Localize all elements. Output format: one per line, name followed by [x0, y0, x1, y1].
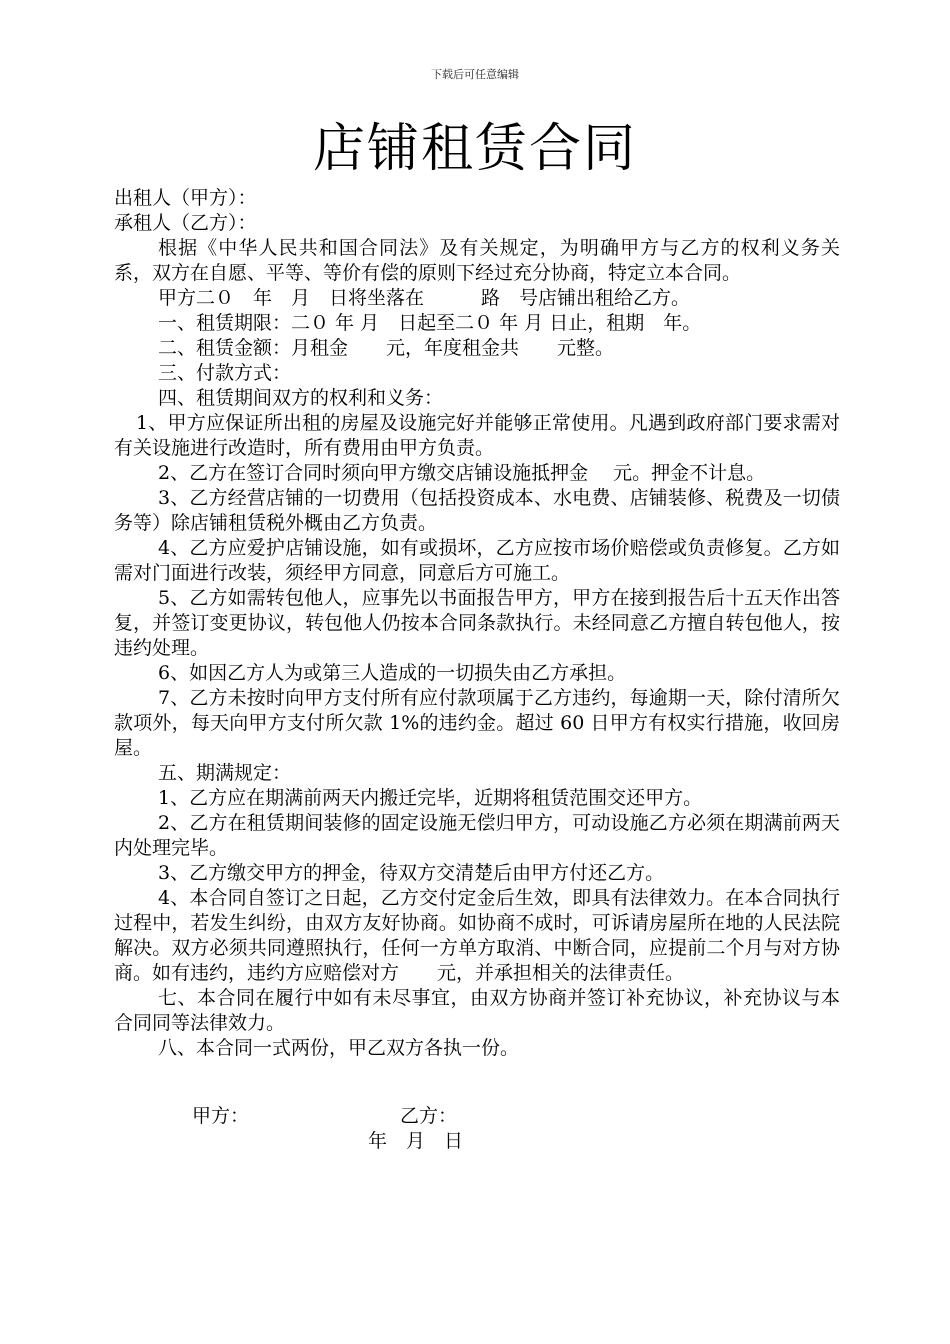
party-b-signature-label: 乙方： — [400, 1105, 458, 1127]
expiry-clause-3: 3、乙方缴交甲方的押金，待双方交清楚后由甲方付还乙方。 — [158, 862, 665, 884]
payment-method-paragraph: 三、付款方式： — [158, 362, 292, 384]
lease-term-paragraph: 一、租赁期限：二０ 年 月 日起至二０ 年 月 日止，租期 年。 — [158, 312, 702, 334]
copies-paragraph: 八、本合同一式两份，甲乙双方各执一份。 — [158, 1037, 520, 1059]
rights-clause-6: 6、如因乙方人为或第三人造成的一切损失由乙方承担。 — [158, 662, 627, 684]
intro-paragraph: 根据《中华人民共和国合同法》及有关规定，为明确甲方与乙方的权利义务关系，双方在自愿、平等、等价有偿的原则下经过充分协商，特定立本合同。 — [114, 237, 840, 284]
contract-body — [114, 186, 840, 1154]
blank-line — [114, 1061, 840, 1086]
premises-paragraph: 甲方二０ 年 月 日将坐落在 路 号店铺出租给乙方。 — [158, 287, 691, 309]
rights-clause-4: 4、乙方应爱护店铺设施，如有或损坏，乙方应按市场价赔偿或负责修复。乙方如需对门面进行改装，须经甲方同意，同意后方可施工。 — [114, 537, 840, 584]
rent-amount-paragraph: 二、租赁金额：月租金 元，年度租金共 元整。 — [158, 337, 615, 359]
expiry-clause-2: 2、乙方在租赁期间装修的固定设施无偿归甲方，可动设施乙方必须在期满前两天内处理完毕。 — [114, 812, 840, 859]
expiry-clause-1: 1、乙方应在期满前两天内搬迁完毕，近期将租赁范围交还甲方。 — [158, 787, 703, 809]
expiry-heading: 五、期满规定： — [158, 762, 292, 784]
rights-clause-2: 2、乙方在签订合同时须向甲方缴交店铺设施抵押金 元。押金不计息。 — [158, 462, 766, 484]
party-a-signature-label: 甲方： — [192, 1105, 250, 1127]
date-row — [114, 1129, 840, 1154]
rights-heading: 四、租赁期间双方的权利和义务： — [158, 387, 444, 409]
rights-clause-5: 5、乙方如需转包他人，应事先以书面报告甲方，甲方在接到报告后十五天作出答复，并签订变更协议，转包他人仍按本合同条款执行。未经同意乙方擅自转包他人，按违约处理。 — [114, 587, 840, 659]
rights-clause-3: 3、乙方经营店铺的一切费用（包括投资成本、水电费、店铺装修、税费及一切债务等）除店铺租赁税外概由乙方负责。 — [114, 487, 840, 534]
lessor-line: 出租人（甲方）： — [114, 187, 257, 209]
rights-clause-7: 7、乙方未按时向甲方支付所有应付款项属于乙方违约，每逾期一天，除付清所欠款项外，每天向甲方支付所欠款 1%的违约金。超过 60 日甲方有权实行措施，收回房屋。 — [114, 687, 840, 759]
supplementary-paragraph: 七、本合同在履行中如有未尽事宜，由双方协商并签订补充协议，补充协议与本合同同等法律效力。 — [114, 987, 840, 1034]
header-note: 下载后可任意编辑 — [431, 68, 519, 81]
document-title: 店铺租赁合同 — [312, 119, 637, 179]
signature-row — [114, 1104, 840, 1129]
signature-date: 年 月 日 — [368, 1130, 464, 1152]
expiry-clause-4: 4、本合同自签订之日起，乙方交付定金后生效，即具有法律效力。在本合同执行过程中，若发生纠纷，由双方友好协商。如协商不成时，可诉请房屋所在地的人民法院解决。双方必须共同遵照执行，任何一方单方取消、中断合同，应提前二个月与对方协商。如有违约，违约方应赔偿对方 元，并承担相关的法律责任。 — [114, 887, 840, 984]
lessee-line: 承租人（乙方）： — [114, 212, 257, 234]
rights-clause-1: 1、甲方应保证所出租的房屋及设施完好并能够正常使用。凡遇到政府部门要求需对有关设施进行改造时，所有费用由甲方负责。 — [114, 412, 840, 459]
